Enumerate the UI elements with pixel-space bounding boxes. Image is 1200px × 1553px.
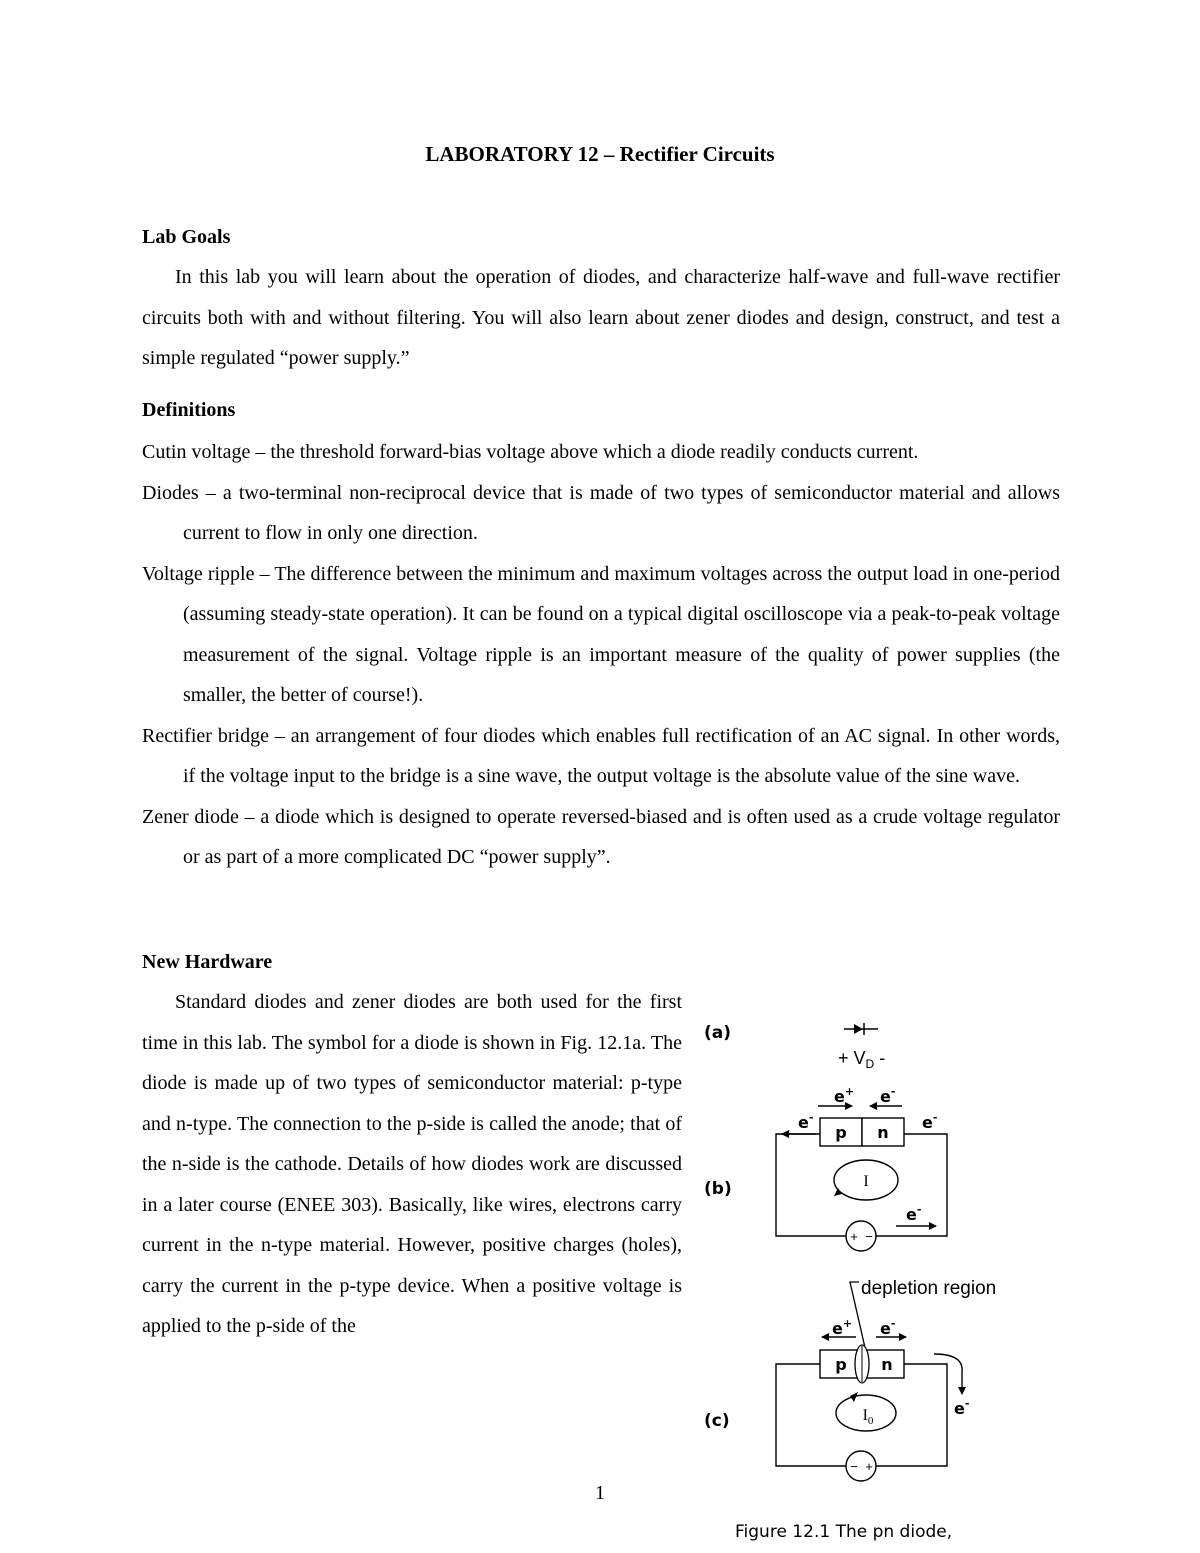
p-label-c: p: [835, 1355, 847, 1374]
electron-bottom-label-b: e-: [906, 1203, 922, 1224]
source-plus-c: +: [865, 1459, 873, 1474]
electron-arrow-c-right: [934, 1354, 962, 1394]
electron-right-label-b: e-: [922, 1111, 938, 1132]
diode-symbol-icon: [844, 1023, 878, 1035]
electron-label-b: e-: [880, 1085, 896, 1106]
lab-goals-heading: Lab Goals: [142, 226, 231, 248]
source-minus-b: −: [865, 1229, 873, 1244]
vd-plus-label: + V: [838, 1048, 866, 1068]
electron-label-c: e-: [880, 1317, 896, 1338]
new-hardware-heading: New Hardware: [142, 951, 273, 973]
page-title: LABORATORY 12 – Rectifier Circuits: [425, 142, 775, 166]
definition-cutin-voltage: Cutin voltage – the threshold forward-bias voltage above which a diode readily conducts current.: [142, 441, 919, 463]
current-label-c: $I_0$: [862, 1407, 874, 1427]
depletion-region-label: depletion region: [861, 1278, 997, 1299]
label-c: (c): [704, 1411, 730, 1431]
svg-text:+ VD -: [838, 1048, 885, 1071]
current-arrowhead-c: [850, 1392, 858, 1402]
definition-voltage-ripple: Voltage ripple – The difference between the minimum and maximum voltages across the output load in one-period (assuming steady-state operation). It can be found on a typical digital oscilloscope via a peak-to-peak voltage measurement of the signal. Voltage ripple is an important measure of the quality of power supplies (the smaller, the better of course!).: [142, 562, 1060, 706]
n-label-b: n: [877, 1123, 889, 1142]
definition-zener-diode: Zener diode – a diode which is designed to operate reversed-biased and is often used as a crude voltage regulator or as part of a more complicated DC “power supply”.: [142, 805, 1060, 868]
definition-diodes: Diodes – a two-terminal non-reciprocal device that is made of two types of semiconductor material and allows current to flow in only one direction.: [142, 481, 1060, 544]
definition-rectifier-bridge: Rectifier bridge – an arrangement of four diodes which enables full rectification of an AC signal. In other words, if the voltage input to the bridge is a sine wave, the output voltage is the absolute value of the sine wave.: [142, 724, 1060, 787]
lab-goals-paragraph: In this lab you will learn about the operation of diodes, and characterize half-wave and full-wave rectifier circuits both with and without filtering. You will also learn about zener diodes and design, construct, and test a simple regulated “power supply.”: [142, 266, 1060, 369]
label-b: (b): [704, 1179, 732, 1199]
page-number: 1: [595, 1482, 605, 1504]
figure-svg: [690, 1010, 1070, 1550]
figure-pn-diode: [690, 1010, 1070, 1550]
vd-minus-label: -: [874, 1048, 886, 1068]
definitions-heading: Definitions: [142, 399, 236, 421]
electron-right-label-c: e-: [954, 1397, 970, 1418]
hole-label-b: e+: [834, 1085, 855, 1106]
n-label-c: n: [881, 1355, 893, 1374]
source-plus-b: +: [850, 1229, 858, 1244]
definitions-list: [142, 432, 1060, 878]
current-label-b: I: [863, 1173, 869, 1190]
label-a: (a): [704, 1023, 732, 1043]
electron-left-label-b: e-: [798, 1111, 814, 1132]
source-minus-c: −: [850, 1459, 858, 1474]
vd-subscript: D: [865, 1057, 875, 1071]
figure-caption: Figure 12.1 The pn diode,: [735, 1522, 953, 1542]
p-label-b: p: [835, 1123, 847, 1142]
hole-label-c: e+: [832, 1317, 853, 1338]
new-hardware-paragraph: Standard diodes and zener diodes are both used for the first time in this lab. The symbol for a diode is shown in Fig. 12.1a. The diode is made up of two types of semiconductor material: p-type and n-type. The connection to the p-side is called the anode; that of the n-side is the cathode. Details of how diodes work are discussed in a later course (ENEE 303). Basically, like wires, electrons carry current in the n-type material. However, positive charges (holes), carry the current in the p-type device. When a positive voltage is applied to the p-side of the: [142, 991, 682, 1337]
